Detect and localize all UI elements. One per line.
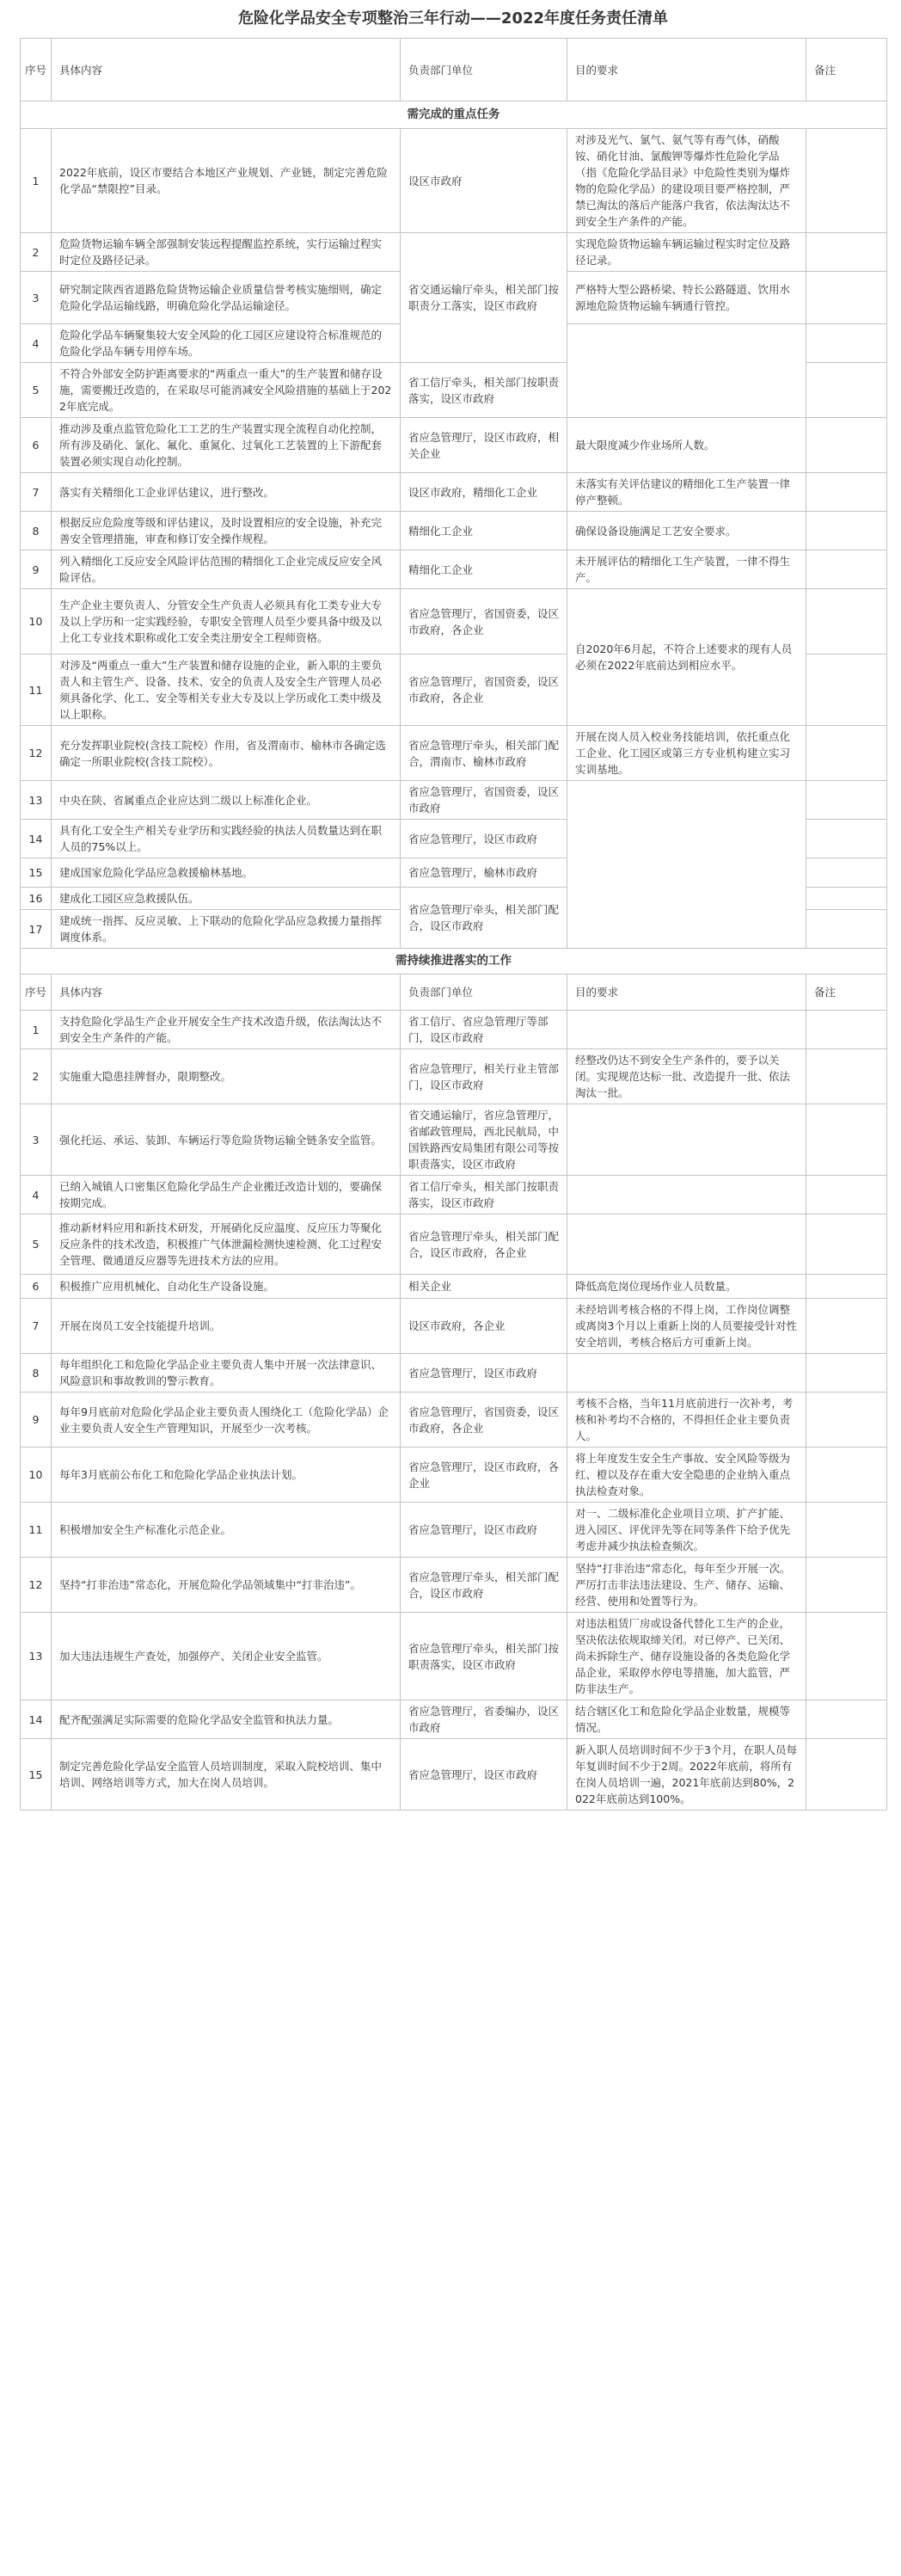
header-num: 序号 bbox=[21, 39, 52, 101]
row-content: 开展在岗员工安全技能提升培训。 bbox=[52, 1299, 401, 1354]
table-row bbox=[21, 1176, 887, 1214]
section-title: 需持续推进落实的工作 bbox=[21, 949, 887, 974]
row-dept: 精细化工企业 bbox=[401, 512, 567, 550]
row-num: 12 bbox=[21, 726, 52, 781]
table-row bbox=[21, 1700, 887, 1739]
row-num: 14 bbox=[21, 820, 52, 858]
row-note bbox=[806, 781, 887, 820]
row-note bbox=[806, 473, 887, 512]
row-num: 16 bbox=[21, 888, 52, 910]
row-content: 坚持“打非治违”常态化，开展危险化学品领域集中“打非治违”。 bbox=[52, 1558, 401, 1613]
row-goal: 对一、二级标准化企业项目立项、扩产扩能、进入园区、评优评先等在同等条件下给予优先考虑并减少执法检查频次。 bbox=[567, 1503, 806, 1558]
row-num: 13 bbox=[21, 1613, 52, 1700]
row-content: 每年组织化工和危险化学品企业主要负责人集中开展一次法律意识、风险意识和事故教训的警示教育。 bbox=[52, 1354, 401, 1393]
row-note bbox=[806, 589, 887, 655]
table-header-row bbox=[21, 39, 887, 101]
table-row bbox=[21, 1448, 887, 1503]
row-dept: 省应急管理厅，设区市政府 bbox=[401, 1739, 567, 1811]
row-note bbox=[806, 1700, 887, 1739]
row-note bbox=[806, 1448, 887, 1503]
row-goal: 坚持“打非治违”常态化，每年至少开展一次。严厉打击非法违法建设、生产、储存、运输、经营、使用和处置等行为。 bbox=[567, 1558, 806, 1613]
row-goal: 对涉及光气、氯气、氨气等有毒气体，硝酸铵、硝化甘油、氯酸钾等爆炸性危险化学品（指《危险化学品目录》中危险性类别为爆炸物的危险化学品）的建设项目要严格控制，严禁已淘汰的落后产能落户我省，依法淘汰达不到安全生产条件的产能。 bbox=[567, 129, 806, 233]
row-num: 2 bbox=[21, 1049, 52, 1104]
row-dept: 相关企业 bbox=[401, 1275, 567, 1299]
row-goal bbox=[567, 1011, 806, 1049]
row-goal: 经整改仍达不到安全生产条件的，要予以关闭。实现规范达标一批、改造提升一批、依法淘汰一批。 bbox=[567, 1049, 806, 1104]
row-note bbox=[806, 129, 887, 233]
header-note: 备注 bbox=[806, 39, 887, 101]
row-dept: 省工信厅牵头，相关部门按职责落实，设区市政府 bbox=[401, 363, 567, 418]
row-content: 危险化学品车辆聚集较大安全风险的化工园区应建设符合标准规范的危险化学品车辆专用停车场。 bbox=[52, 324, 401, 363]
row-dept: 省应急管理厅，相关行业主管部门，设区市政府 bbox=[401, 1049, 567, 1104]
row-note bbox=[806, 418, 887, 473]
row-note bbox=[806, 910, 887, 949]
row-note bbox=[806, 324, 887, 363]
table-row bbox=[21, 473, 887, 512]
row-num: 13 bbox=[21, 781, 52, 820]
row-goal bbox=[567, 1104, 806, 1176]
row-goal: 未开展评估的精细化工生产装置，一律不得生产。 bbox=[567, 550, 806, 589]
row-goal: 最大限度减少作业场所人数。 bbox=[567, 418, 806, 473]
row-num: 17 bbox=[21, 910, 52, 949]
row-note bbox=[806, 1393, 887, 1448]
table-row bbox=[21, 1558, 887, 1613]
row-dept: 省工信厅、省应急管理厅等部门，设区市政府 bbox=[401, 1011, 567, 1049]
row-dept: 省应急管理厅，设区市政府 bbox=[401, 1503, 567, 1558]
section-row bbox=[21, 101, 887, 129]
row-note bbox=[806, 1275, 887, 1299]
row-num: 6 bbox=[21, 1275, 52, 1299]
row-num: 1 bbox=[21, 1011, 52, 1049]
row-note bbox=[806, 1176, 887, 1214]
row-dept: 设区市政府，各企业 bbox=[401, 1299, 567, 1354]
row-content: 2022年底前，设区市要结合本地区产业规划、产业链，制定完善危险化学品“禁限控”目录。 bbox=[52, 129, 401, 233]
row-content: 危险货物运输车辆全部强制安装远程提醒监控系统，实行运输过程实时定位及路径记录。 bbox=[52, 233, 401, 272]
row-content: 建成国家危险化学品应急救援榆林基地。 bbox=[52, 858, 401, 888]
header-note: 备注 bbox=[806, 974, 887, 1011]
table-row bbox=[21, 129, 887, 233]
row-num: 4 bbox=[21, 1176, 52, 1214]
row-goal bbox=[567, 781, 806, 949]
row-dept: 省应急管理厅，设区市政府，相关企业 bbox=[401, 418, 567, 473]
row-dept: 省应急管理厅，榆林市政府 bbox=[401, 858, 567, 888]
table-row bbox=[21, 1613, 887, 1700]
table-row bbox=[21, 589, 887, 655]
table-row bbox=[21, 1011, 887, 1049]
row-num: 15 bbox=[21, 1739, 52, 1811]
row-dept: 省交通运输厅牵头，相关部门按职责分工落实，设区市政府 bbox=[401, 233, 567, 363]
row-dept: 设区市政府 bbox=[401, 129, 567, 233]
row-dept: 省应急管理厅，省国资委，设区市政府，各企业 bbox=[401, 589, 567, 655]
table-row bbox=[21, 550, 887, 589]
row-num: 3 bbox=[21, 1104, 52, 1176]
row-goal: 未经培训考核合格的不得上岗，工作岗位调整或离岗3个月以上重新上岗的人员要接受针对性安全培训，考核合格后方可重新上岗。 bbox=[567, 1299, 806, 1354]
row-note bbox=[806, 1354, 887, 1393]
row-content: 列入精细化工反应安全风险评估范围的精细化工企业完成反应安全风险评估。 bbox=[52, 550, 401, 589]
row-dept: 省应急管理厅，省国资委，设区市政府，各企业 bbox=[401, 1393, 567, 1448]
row-goal: 确保设备设施满足工艺安全要求。 bbox=[567, 512, 806, 550]
row-note bbox=[806, 1613, 887, 1700]
row-num: 15 bbox=[21, 858, 52, 888]
row-dept: 省应急管理厅，省国资委，设区市政府，各企业 bbox=[401, 655, 567, 726]
table-row bbox=[21, 1354, 887, 1393]
row-goal: 新入职人员培训时间不少于3个月，在职人员每年复训时间不少于2周。2022年底前，将所有在岗人员培训一遍，2021年底前达到80%，2022年底前达到100%。 bbox=[567, 1739, 806, 1811]
table-row bbox=[21, 781, 887, 820]
row-num: 6 bbox=[21, 418, 52, 473]
section-row bbox=[21, 949, 887, 974]
table-row bbox=[21, 418, 887, 473]
row-dept: 省应急管理厅，省国资委，设区市政府 bbox=[401, 781, 567, 820]
row-dept: 省应急管理厅，设区市政府，各企业 bbox=[401, 1448, 567, 1503]
row-goal bbox=[567, 324, 806, 418]
row-note bbox=[806, 1503, 887, 1558]
header-goal: 目的要求 bbox=[567, 974, 806, 1011]
row-note bbox=[806, 1299, 887, 1354]
row-goal: 严格特大型公路桥梁、特长公路隧道、饮用水源地危险货物运输车辆通行管控。 bbox=[567, 272, 806, 324]
row-goal: 实现危险货物运输车辆运输过程实时定位及路径记录。 bbox=[567, 233, 806, 272]
table-row bbox=[21, 233, 887, 272]
table-row bbox=[21, 1049, 887, 1104]
row-note bbox=[806, 1214, 887, 1275]
row-content: 落实有关精细化工企业评估建议，进行整改。 bbox=[52, 473, 401, 512]
row-content: 推动新材料应用和新技术研发，开展硝化反应温度、反应压力等聚化反应条件的技术改造，积极推广气体泄漏检测快速检测、化工过程安全管理、微通道反应器等先进技术方法的应用。 bbox=[52, 1214, 401, 1275]
table-row bbox=[21, 1275, 887, 1299]
row-note bbox=[806, 272, 887, 324]
row-num: 10 bbox=[21, 1448, 52, 1503]
row-content: 对涉及“两重点一重大”生产装置和储存设施的企业，新入职的主要负责人和主管生产、设备、技术、安全的负责人及安全生产管理人员必须具备化学、化工、安全等相关专业大专及以上学历或化工类中级及以上职称。 bbox=[52, 655, 401, 726]
row-content: 根据反应危险度等级和评估建议，及时设置相应的安全设施，补充完善安全管理措施，审查和修订安全操作规程。 bbox=[52, 512, 401, 550]
row-dept: 省应急管理厅牵头，相关部门配合，渭南市、榆林市政府 bbox=[401, 726, 567, 781]
row-dept: 省应急管理厅，省委编办，设区市政府 bbox=[401, 1700, 567, 1739]
header-dept: 负责部门单位 bbox=[401, 974, 567, 1011]
row-note bbox=[806, 1011, 887, 1049]
row-num: 3 bbox=[21, 272, 52, 324]
row-content: 配齐配强满足实际需要的危险化学品安全监管和执法力量。 bbox=[52, 1700, 401, 1739]
row-num: 5 bbox=[21, 1214, 52, 1275]
row-goal: 开展在岗人员入校业务技能培训，依托重点化工企业、化工园区或第三方专业机构建立实习实训基地。 bbox=[567, 726, 806, 781]
row-dept: 省应急管理厅牵头，相关部门配合，设区市政府 bbox=[401, 1558, 567, 1613]
row-num: 7 bbox=[21, 473, 52, 512]
row-content: 具有化工安全生产相关专业学历和实践经验的执法人员数量达到在职人员的75%以上。 bbox=[52, 820, 401, 858]
row-dept: 省应急管理厅，设区市政府 bbox=[401, 820, 567, 858]
table-row bbox=[21, 1503, 887, 1558]
row-note bbox=[806, 1739, 887, 1811]
row-num: 4 bbox=[21, 324, 52, 363]
row-note bbox=[806, 888, 887, 910]
table-row bbox=[21, 1739, 887, 1811]
table-row bbox=[21, 1393, 887, 1448]
row-content: 支持危险化学品生产企业开展安全生产技术改造升级，依法淘汰达不到安全生产条件的产能。 bbox=[52, 1011, 401, 1049]
row-dept: 省交通运输厅，省应急管理厅，省邮政管理局，西北民航局，中国铁路西安局集团有限公司等按职责落实，设区市政府 bbox=[401, 1104, 567, 1176]
row-dept: 省应急管理厅牵头，相关部门按职责落实，设区市政府 bbox=[401, 1613, 567, 1700]
row-note bbox=[806, 1049, 887, 1104]
row-note bbox=[806, 233, 887, 272]
row-dept: 精细化工企业 bbox=[401, 550, 567, 589]
row-content: 实施重大隐患挂牌督办，限期整改。 bbox=[52, 1049, 401, 1104]
row-note bbox=[806, 1558, 887, 1613]
row-note bbox=[806, 363, 887, 418]
row-content: 生产企业主要负责人、分管安全生产负责人必须具有化工类专业大专及以上学历和一定实践经验，专职安全管理人员至少要具备中级及以上化工专业技术职称或化工安全类注册安全工程师资格。 bbox=[52, 589, 401, 655]
row-note bbox=[806, 1104, 887, 1176]
header-dept: 负责部门单位 bbox=[401, 39, 567, 101]
row-num: 8 bbox=[21, 512, 52, 550]
row-goal: 未落实有关评估建议的精细化工生产装置一律停产整顿。 bbox=[567, 473, 806, 512]
row-content: 强化托运、承运、装卸、车辆运行等危险货物运输全链条安全监管。 bbox=[52, 1104, 401, 1176]
row-goal: 考核不合格，当年11月底前进行一次补考，考核和补考均不合格的，不得担任企业主要负责人。 bbox=[567, 1393, 806, 1448]
row-content: 制定完善危险化学品安全监管人员培训制度，采取入院校培训、集中培训、网络培训等方式，加大在岗人员培训。 bbox=[52, 1739, 401, 1811]
row-goal: 将上年度发生安全生产事故、安全风险等级为红、橙以及存在重大安全隐患的企业纳入重点执法检查对象。 bbox=[567, 1448, 806, 1503]
row-note bbox=[806, 726, 887, 781]
row-content: 已纳入城镇人口密集区危险化学品生产企业搬迁改造计划的，要确保按期完成。 bbox=[52, 1176, 401, 1214]
row-content: 建成统一指挥、反应灵敏、上下联动的危险化学品应急救援力量指挥调度体系。 bbox=[52, 910, 401, 949]
row-num: 10 bbox=[21, 589, 52, 655]
row-dept: 省应急管理厅牵头，相关部门配合，设区市政府 bbox=[401, 888, 567, 949]
responsibility-table bbox=[20, 38, 887, 1811]
row-num: 1 bbox=[21, 129, 52, 233]
row-num: 5 bbox=[21, 363, 52, 418]
row-content: 研究制定陕西省道路危险货物运输企业质量信誉考核实施细则，确定危险化学品运输线路，明确危险化学品运输途径。 bbox=[52, 272, 401, 324]
header-goal: 目的要求 bbox=[567, 39, 806, 101]
section-title: 需完成的重点任务 bbox=[21, 101, 887, 129]
row-num: 9 bbox=[21, 1393, 52, 1448]
row-num: 11 bbox=[21, 655, 52, 726]
row-content: 加大违法违规生产查处，加强停产、关闭企业安全监管。 bbox=[52, 1613, 401, 1700]
row-note bbox=[806, 512, 887, 550]
row-goal: 结合辖区化工和危险化学品企业数量，规模等情况。 bbox=[567, 1700, 806, 1739]
row-num: 11 bbox=[21, 1503, 52, 1558]
row-goal: 降低高危岗位现场作业人员数量。 bbox=[567, 1275, 806, 1299]
row-content: 积极推广应用机械化、自动化生产设备设施。 bbox=[52, 1275, 401, 1299]
row-dept: 省工信厅牵头，相关部门按职责落实，设区市政府 bbox=[401, 1176, 567, 1214]
row-content: 充分发挥职业院校(含技工院校）作用，省及渭南市、榆林市各确定选确定一所职业院校(含技工院校）。 bbox=[52, 726, 401, 781]
row-content: 每年3月底前公布化工和危险化学品企业执法计划。 bbox=[52, 1448, 401, 1503]
row-dept: 设区市政府，精细化工企业 bbox=[401, 473, 567, 512]
row-note bbox=[806, 550, 887, 589]
row-content: 中央在陕、省属重点企业应达到二级以上标准化企业。 bbox=[52, 781, 401, 820]
row-num: 9 bbox=[21, 550, 52, 589]
page-title: 危险化学品安全专项整治三年行动——2022年度任务责任清单 bbox=[237, 9, 669, 28]
table-row bbox=[21, 1214, 887, 1275]
row-note bbox=[806, 820, 887, 858]
row-content: 每年9月底前对危险化学品企业主要负责人围绕化工（危险化学品）企业主要负责人安全生产管理知识，开展至少一次考核。 bbox=[52, 1393, 401, 1448]
row-num: 8 bbox=[21, 1354, 52, 1393]
row-dept: 省应急管理厅牵头，相关部门配合，设区市政府，各企业 bbox=[401, 1214, 567, 1275]
row-goal bbox=[567, 1354, 806, 1393]
row-content: 积极增加安全生产标准化示范企业。 bbox=[52, 1503, 401, 1558]
row-goal bbox=[567, 1214, 806, 1275]
row-num: 7 bbox=[21, 1299, 52, 1354]
row-num: 14 bbox=[21, 1700, 52, 1739]
row-num: 12 bbox=[21, 1558, 52, 1613]
table-row bbox=[21, 512, 887, 550]
row-goal: 自2020年6月起，不符合上述要求的现有人员必须在2022年底前达到相应水平。 bbox=[567, 589, 806, 726]
row-content: 不符合外部安全防护距离要求的“两重点一重大”的生产装置和储存设施，需要搬迁改造的，在采取尽可能消减安全风险措施的基础上于2022年底完成。 bbox=[52, 363, 401, 418]
row-num: 2 bbox=[21, 233, 52, 272]
row-note bbox=[806, 858, 887, 888]
row-goal: 对违法租赁厂房或设备代替化工生产的企业，坚决依法依规取缔关闭。对已停产、已关闭、尚未拆除生产、储存设施设备的各类危险化学品企业，采取停水停电等措施，加大监管，严防非法生产。 bbox=[567, 1613, 806, 1700]
table-row bbox=[21, 726, 887, 781]
row-note bbox=[806, 655, 887, 726]
row-dept: 省应急管理厅，设区市政府 bbox=[401, 1354, 567, 1393]
header-num: 序号 bbox=[21, 974, 52, 1011]
table-row bbox=[21, 1299, 887, 1354]
row-content: 推动涉及重点监管危险化工工艺的生产装置实现全流程自动化控制，所有涉及硝化、氯化、氟化、重氮化、过氧化工艺装置的上下游配套装置必须实现自动化控制。 bbox=[52, 418, 401, 473]
row-content: 建成化工园区应急救援队伍。 bbox=[52, 888, 401, 910]
header-content: 具体内容 bbox=[52, 974, 401, 1011]
row-goal bbox=[567, 1176, 806, 1214]
header-content: 具体内容 bbox=[52, 39, 401, 101]
table-row bbox=[21, 1104, 887, 1176]
table-header-row bbox=[21, 974, 887, 1011]
